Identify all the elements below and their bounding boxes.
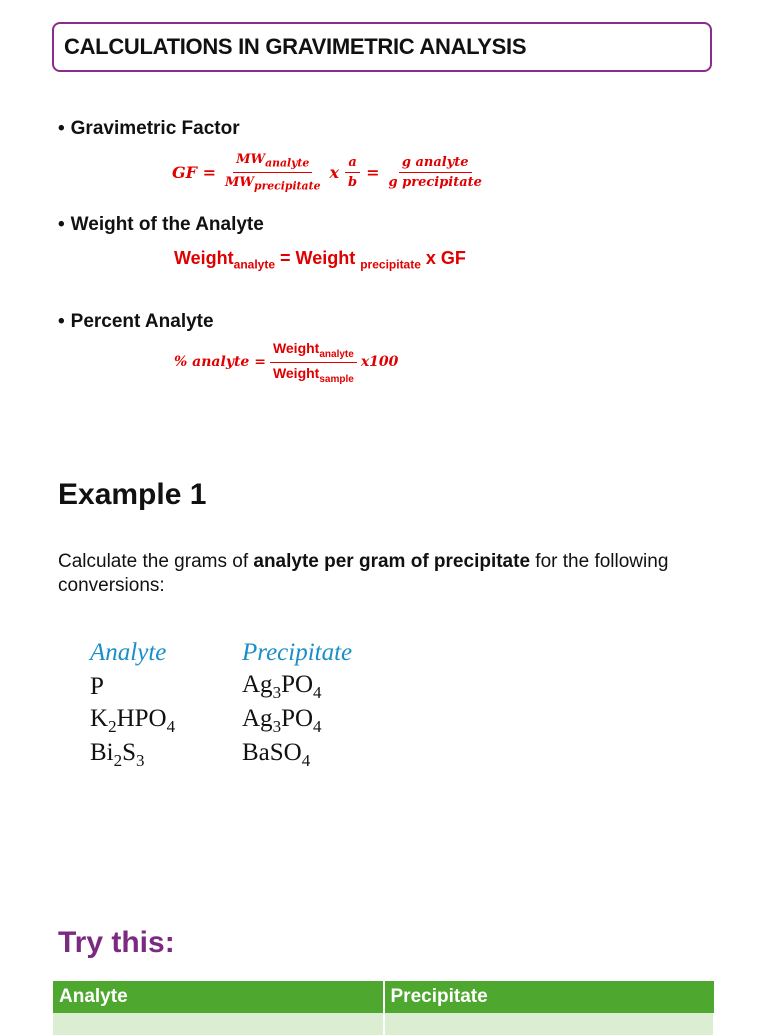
grams-fraction: $\frac{\text{g analyte}}{\text{g precipitate}}$: [388, 154, 482, 190]
chem-row: [90, 704, 352, 738]
ab-fraction: $\frac{a}{b}$: [345, 155, 360, 190]
bullet-label: Percent Analyte: [70, 311, 214, 332]
bullet-label: Weight of the Analyte: [70, 214, 264, 235]
bullet-gravimetric-factor: [58, 118, 240, 140]
precipitate-formula: BaSO$_4$: [242, 739, 311, 770]
analyte-formula: P: [90, 673, 104, 700]
title-box: [52, 22, 712, 72]
chem-conversion-table: [90, 636, 352, 772]
analyte-formula: $Bi_2S_3$: [90, 739, 145, 770]
percent-equation: [174, 340, 398, 385]
chem-row: [90, 670, 352, 704]
pct-lhs: % analyte =: [174, 354, 266, 371]
gf-lhs: GF =: [172, 162, 216, 182]
weight-equation: Weight$_{analyte}$ = Weight $_{precipitate}$ x GF: [174, 248, 466, 272]
table-cell: [384, 1013, 715, 1035]
bullet-percent-analyte: [58, 311, 214, 333]
mw-fraction: $\frac{MW_{analyte}}{MW_{precipitate}}$: [225, 152, 321, 193]
example-instructions: Calculate the grams of analyte per gram of precipitate for the following conversions:: [58, 551, 669, 596]
weight-fraction: $\frac{Weight_{analyte}}{Weight_{sample}}$: [270, 340, 357, 385]
equals-sign: =: [366, 162, 380, 182]
chem-row: [90, 738, 352, 772]
table-row: [53, 1013, 714, 1035]
times-sign: x: [329, 162, 340, 182]
precipitate-formula: $Ag_3PO_4$: [242, 705, 322, 736]
column-header-precipitate: Precipitate: [384, 981, 715, 1013]
page-title: CALCULATIONS IN GRAVIMETRIC ANALYSIS: [64, 34, 527, 59]
try-this-table: [53, 981, 715, 1035]
table-cell: [53, 1013, 384, 1035]
column-header-analyte: Analyte: [53, 981, 384, 1013]
bullet-dot: •: [58, 118, 65, 139]
precipitate-formula: $Ag_3PO_4$: [242, 671, 322, 702]
try-this-heading: Try this:: [58, 926, 175, 959]
header-precipitate: Precipitate: [242, 639, 353, 666]
header-analyte: Analyte: [90, 639, 167, 666]
bullet-weight-analyte: [58, 214, 264, 236]
chem-header-row: [90, 636, 352, 670]
gf-equation: [172, 152, 485, 192]
bullet-label: Gravimetric Factor: [70, 118, 240, 139]
analyte-formula: $K_2HPO_4$: [90, 705, 176, 736]
table-header-row: [53, 981, 714, 1013]
pct-rhs: x100: [360, 354, 399, 371]
bullet-dot: •: [58, 311, 65, 332]
example-heading: Example 1: [58, 478, 207, 511]
bullet-dot: •: [58, 214, 65, 235]
